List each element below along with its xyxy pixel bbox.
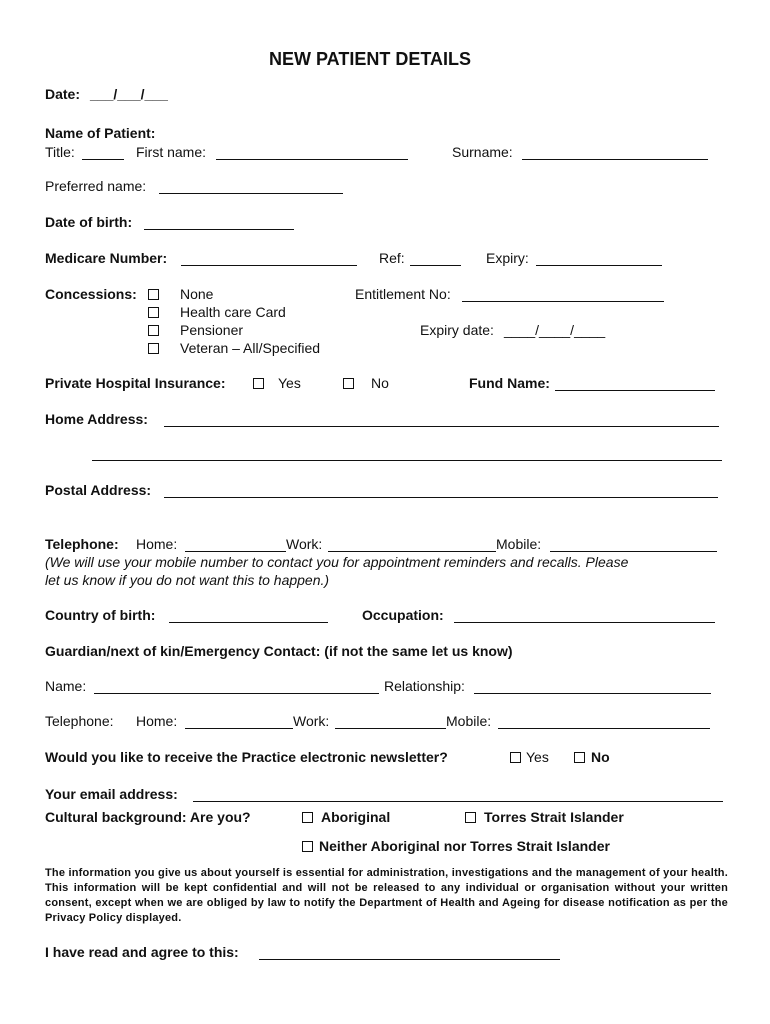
date-field[interactable]: ___/___/___: [90, 86, 168, 102]
telephone-work-field[interactable]: [328, 551, 496, 552]
option-label: Aboriginal: [321, 809, 391, 825]
concession-veteran-option[interactable]: [148, 340, 320, 357]
checkbox-icon[interactable]: [148, 307, 159, 318]
entitlement-label: Entitlement No:: [355, 286, 451, 302]
option-label: No: [591, 749, 610, 765]
home-address-field[interactable]: [164, 426, 719, 427]
neither-option[interactable]: [302, 838, 610, 855]
newsletter-yes-option[interactable]: [510, 749, 549, 766]
country-label: Country of birth:: [45, 607, 156, 623]
guardian-mobile-label: Mobile:: [446, 713, 492, 729]
relationship-field[interactable]: [474, 693, 711, 694]
option-label: Torres Strait Islander: [484, 809, 624, 825]
title-field[interactable]: [82, 159, 124, 160]
option-label: None: [180, 286, 214, 302]
date-label: Date:: [45, 86, 81, 102]
telephone-note-line1: (We will use your mobile number to contact you for appointment reminders and recalls. Please: [45, 554, 629, 570]
cultural-background-label: Cultural background: Are you?: [45, 809, 251, 825]
guardian-mobile-field[interactable]: [498, 728, 710, 729]
agree-signature-field[interactable]: [259, 959, 560, 960]
surname-field[interactable]: [522, 159, 708, 160]
agree-label: I have read and agree to this:: [45, 944, 239, 960]
option-label: Yes: [278, 375, 301, 391]
concession-pensioner-option[interactable]: [148, 322, 243, 339]
first-name-label: First name:: [136, 144, 207, 160]
checkbox-icon[interactable]: [574, 752, 585, 763]
first-name-field[interactable]: [216, 159, 408, 160]
concession-health-care-option[interactable]: [148, 304, 286, 321]
telephone-home-label: Home:: [136, 536, 178, 552]
checkbox-icon[interactable]: [148, 289, 159, 300]
checkbox-icon[interactable]: [148, 343, 159, 354]
dob-label: Date of birth:: [45, 214, 133, 230]
aboriginal-option[interactable]: [302, 809, 390, 826]
checkbox-icon[interactable]: [510, 752, 521, 763]
home-address-label: Home Address:: [45, 411, 148, 427]
checkbox-icon[interactable]: [465, 812, 476, 823]
guardian-name-field[interactable]: [94, 693, 379, 694]
expiry-label: Expiry:: [486, 250, 529, 266]
telephone-note-line2: let us know if you do not want this to happen.): [45, 572, 330, 588]
guardian-name-label: Name:: [45, 678, 87, 694]
guardian-home-field[interactable]: [185, 728, 293, 729]
medicare-label: Medicare Number:: [45, 250, 168, 266]
country-field[interactable]: [169, 622, 328, 623]
fund-name-field[interactable]: [555, 390, 715, 391]
occupation-field[interactable]: [454, 622, 715, 623]
option-label: Veteran – All/Specified: [180, 340, 321, 356]
postal-address-label: Postal Address:: [45, 482, 152, 498]
postal-address-field[interactable]: [164, 497, 718, 498]
telephone-home-field[interactable]: [185, 551, 286, 552]
guardian-telephone-label: Telephone:: [45, 713, 114, 729]
telephone-mobile-label: Mobile:: [496, 536, 542, 552]
insurance-no-option[interactable]: [343, 375, 389, 392]
dob-field[interactable]: [144, 229, 294, 230]
option-label: Neither Aboriginal nor Torres Strait Islander: [319, 838, 610, 854]
checkbox-icon[interactable]: [302, 812, 313, 823]
preferred-name-label: Preferred name:: [45, 178, 147, 194]
fund-name-label: Fund Name:: [469, 375, 550, 391]
concession-expiry-label: Expiry date:: [420, 322, 494, 338]
telephone-mobile-field[interactable]: [550, 551, 717, 552]
option-label: Yes: [526, 749, 549, 765]
guardian-work-label: Work:: [293, 713, 330, 729]
insurance-yes-option[interactable]: [253, 375, 301, 392]
concession-expiry-field[interactable]: ____/____/____: [504, 322, 606, 338]
title-label: Title:: [45, 144, 75, 160]
concession-none-option[interactable]: [148, 286, 213, 303]
page-title: NEW PATIENT DETAILS: [269, 49, 471, 69]
surname-label: Surname:: [452, 144, 513, 160]
torres-strait-option[interactable]: [465, 809, 624, 826]
preferred-name-field[interactable]: [159, 193, 343, 194]
ref-field[interactable]: [410, 265, 461, 266]
occupation-label: Occupation:: [362, 607, 444, 623]
newsletter-question: Would you like to receive the Practice electronic newsletter?: [45, 749, 448, 765]
checkbox-icon[interactable]: [253, 378, 264, 389]
guardian-heading: Guardian/next of kin/Emergency Contact: (if not the same let us know): [45, 643, 513, 659]
checkbox-icon[interactable]: [148, 325, 159, 336]
option-label: Health care Card: [180, 304, 286, 320]
entitlement-field[interactable]: [462, 301, 664, 302]
relationship-label: Relationship:: [384, 678, 465, 694]
name-of-patient-heading: Name of Patient:: [45, 125, 156, 141]
checkbox-icon[interactable]: [302, 841, 313, 852]
guardian-work-field[interactable]: [335, 728, 446, 729]
ref-label: Ref:: [379, 250, 405, 266]
email-label: Your email address:: [45, 786, 178, 802]
option-label: No: [371, 375, 389, 391]
privacy-note: The information you give us about yourself is essential for administration, investigations and the management of your health. This information will be kept confidential and will not be released to any individual or organisation without your written consent, except when we are obliged by law to notify the Department of Health and Ageing for disease notification as per the Privacy Policy displayed.: [45, 867, 728, 924]
home-address-field-line2[interactable]: [92, 460, 722, 461]
concessions-label: Concessions:: [45, 286, 137, 302]
expiry-field[interactable]: [536, 265, 662, 266]
checkbox-icon[interactable]: [343, 378, 354, 389]
guardian-home-label: Home:: [136, 713, 178, 729]
option-label: Pensioner: [180, 322, 244, 338]
telephone-label: Telephone:: [45, 536, 119, 552]
medicare-field[interactable]: [181, 265, 357, 266]
email-field[interactable]: [193, 801, 723, 802]
private-insurance-label: Private Hospital Insurance:: [45, 375, 226, 391]
telephone-work-label: Work:: [286, 536, 323, 552]
newsletter-no-option[interactable]: [574, 749, 610, 766]
